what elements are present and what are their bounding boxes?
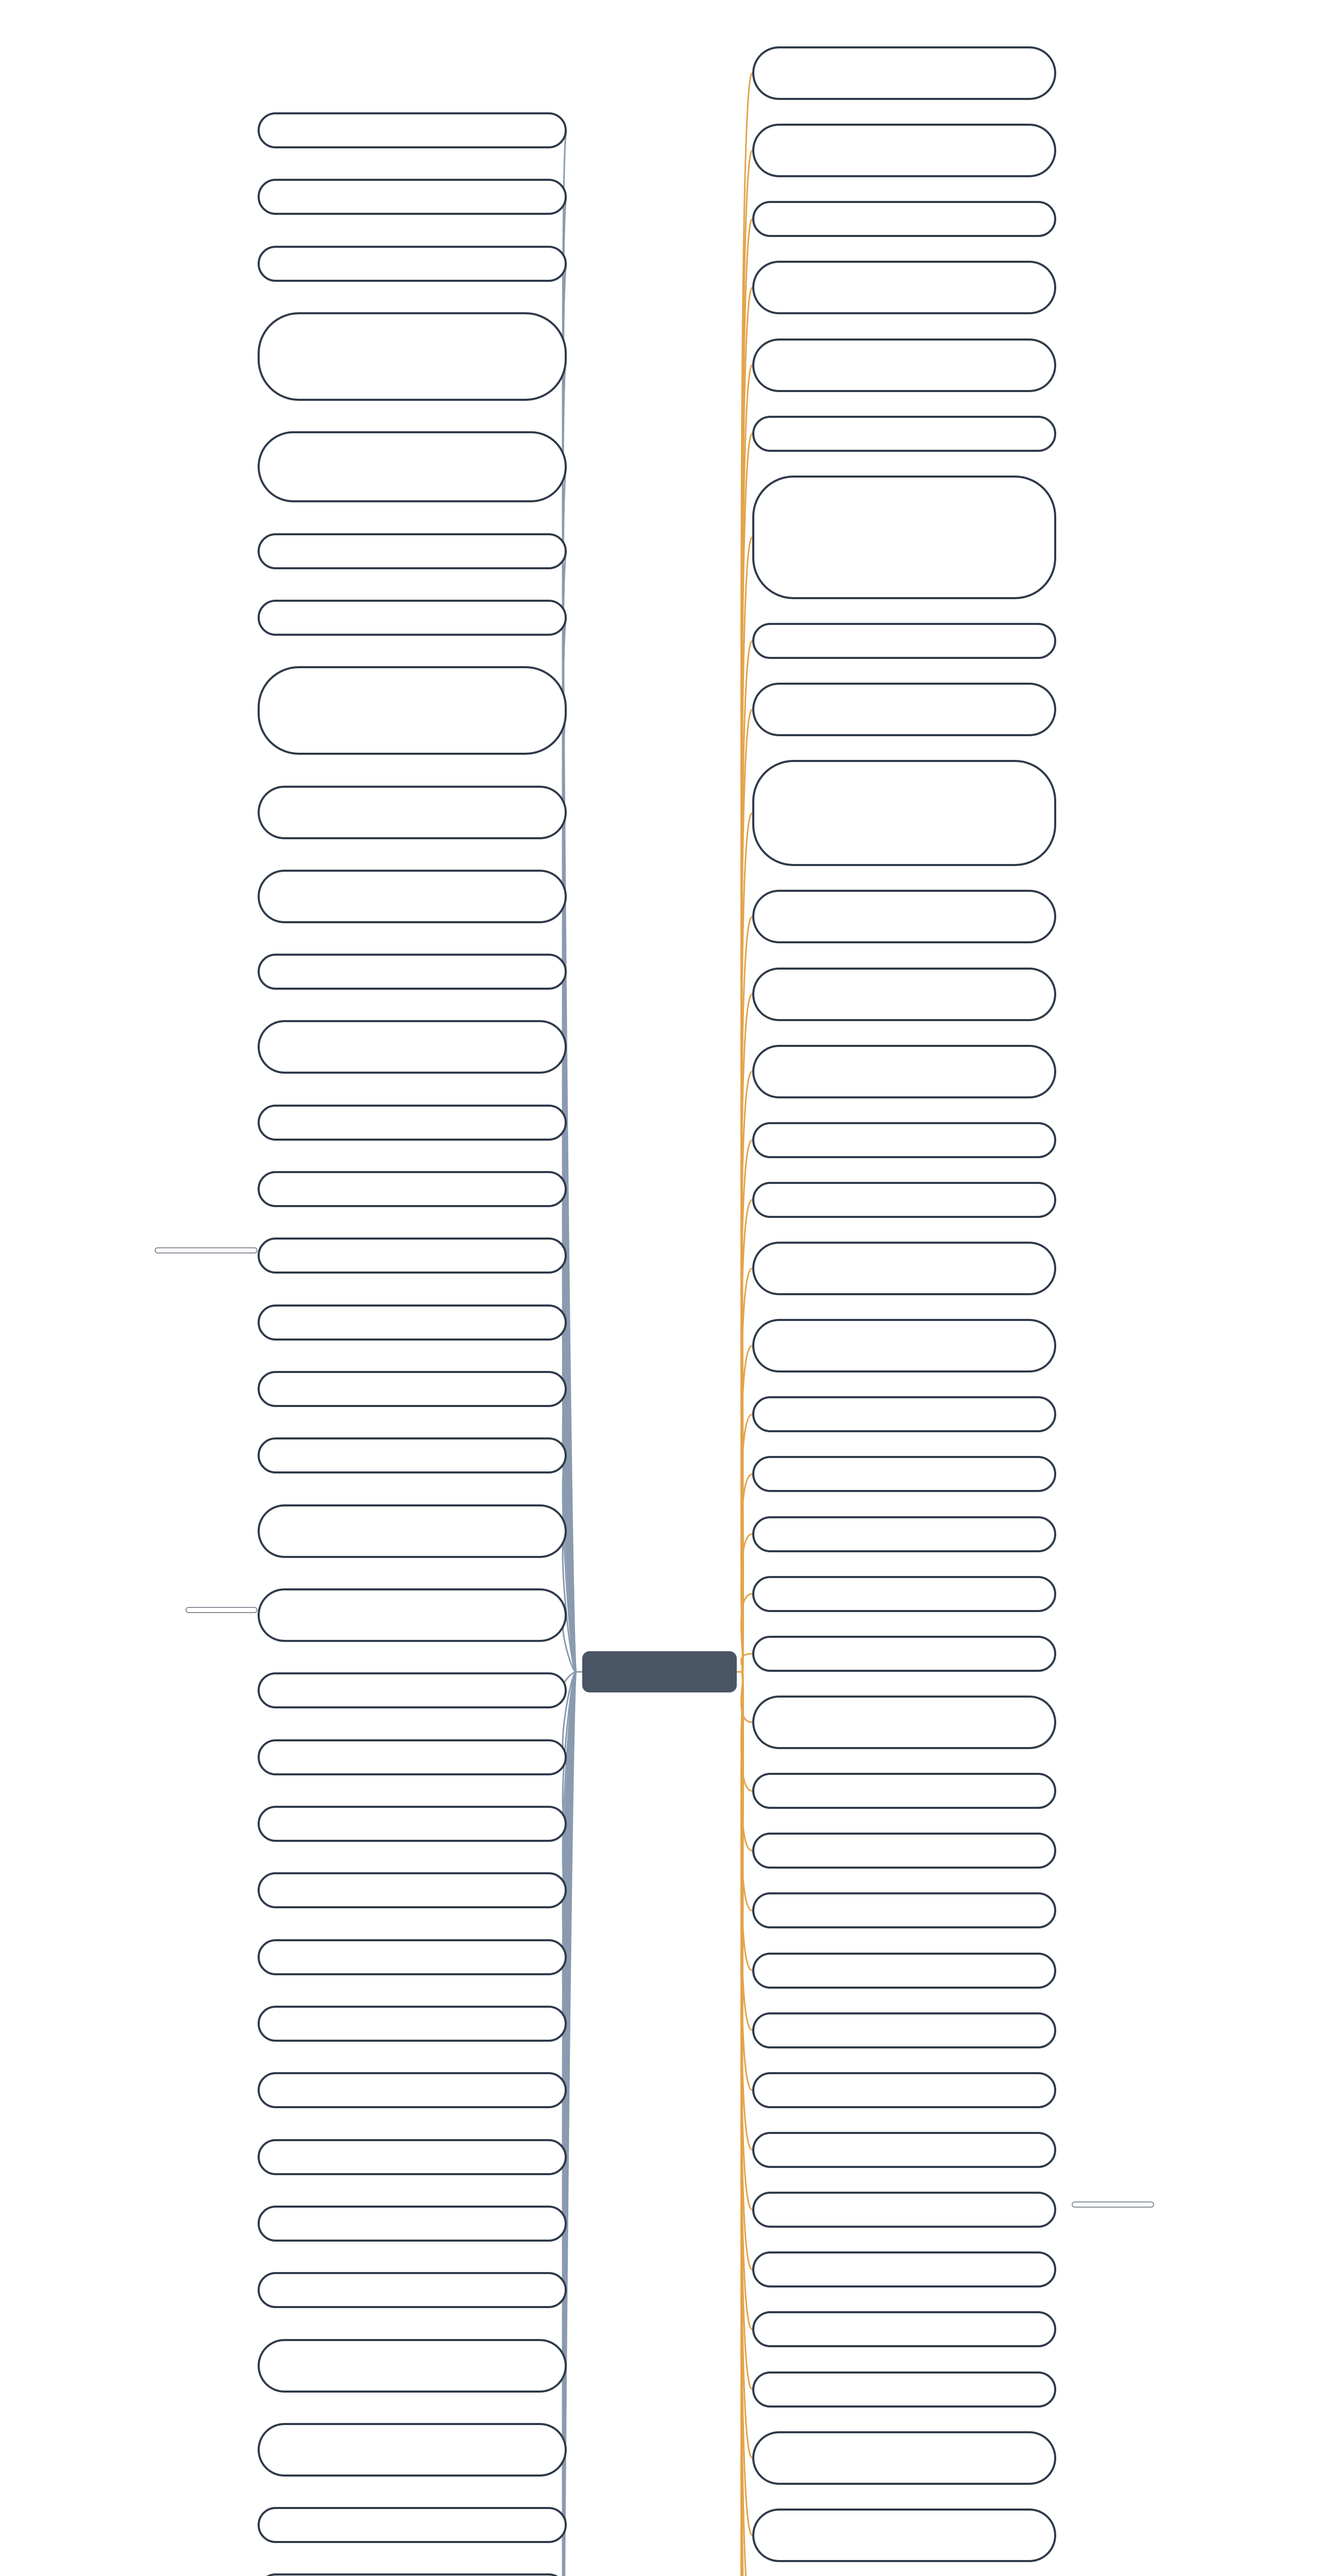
connector-line — [741, 1200, 752, 1672]
connector-line — [741, 813, 752, 1672]
connector-line — [741, 1072, 752, 1672]
right-branch-node[interactable] — [752, 1773, 1056, 1809]
left-branch-node[interactable] — [258, 2507, 567, 2543]
connector-line — [741, 1672, 752, 2576]
right-branch-node[interactable] — [752, 1516, 1056, 1552]
left-branch-node[interactable] — [258, 870, 567, 923]
connector-line — [741, 1672, 752, 1971]
left-branch-node[interactable] — [258, 2423, 567, 2477]
right-branch-node[interactable] — [752, 2251, 1056, 2287]
connector-line — [741, 1672, 752, 2576]
connector-line — [741, 1672, 752, 1851]
connector-line — [563, 618, 576, 1672]
left-branch-node[interactable] — [258, 179, 567, 215]
right-branch-node[interactable] — [752, 1456, 1056, 1492]
right-branch-node[interactable] — [752, 1319, 1056, 1372]
right-branch-node[interactable] — [752, 1122, 1056, 1158]
category-tag[interactable] — [155, 1247, 258, 1253]
connector-line — [741, 1672, 752, 2458]
left-branch-node[interactable] — [258, 2072, 567, 2108]
connector-line — [741, 994, 752, 1672]
connector-line — [741, 1672, 752, 2576]
connector-line — [563, 467, 576, 1672]
left-branch-node[interactable] — [258, 2272, 567, 2308]
connector-line — [741, 1672, 752, 2576]
left-branch-node[interactable] — [258, 1371, 567, 1407]
connector-line — [741, 73, 752, 1672]
left-branch-node[interactable] — [258, 312, 567, 401]
right-branch-node[interactable] — [752, 2371, 1056, 2408]
left-branch-node[interactable] — [258, 1939, 567, 1975]
connector-line — [741, 1268, 752, 1672]
connector-line — [563, 1531, 576, 1672]
connector-line — [563, 812, 576, 1672]
left-branch-node[interactable] — [258, 2206, 567, 2242]
connector-line — [741, 1672, 752, 1791]
left-branch-node[interactable] — [258, 533, 567, 569]
left-branch-node[interactable] — [258, 2573, 567, 2576]
right-branch-node[interactable] — [752, 124, 1056, 177]
right-branch-node[interactable] — [752, 338, 1056, 392]
right-branch-node[interactable] — [752, 2509, 1056, 2562]
right-branch-node[interactable] — [752, 2431, 1056, 2485]
connector-line — [741, 219, 752, 1672]
connector-line — [741, 1140, 752, 1672]
left-branch-node[interactable] — [258, 1238, 567, 1274]
right-branch-node[interactable] — [752, 1045, 1056, 1098]
connector-line — [741, 1534, 752, 1672]
connector-line — [741, 709, 752, 1672]
left-branch-node[interactable] — [258, 2339, 567, 2393]
right-branch-node[interactable] — [752, 2012, 1056, 2048]
left-branch-node[interactable] — [258, 1105, 567, 1141]
right-branch-node[interactable] — [752, 2072, 1056, 2108]
right-branch-node[interactable] — [752, 1182, 1056, 1218]
left-branch-node[interactable] — [258, 1437, 567, 1473]
connector-line — [563, 1047, 576, 1672]
connector-line — [563, 1672, 576, 1957]
right-branch-node[interactable] — [752, 1242, 1056, 1295]
right-branch-node[interactable] — [752, 1953, 1056, 1989]
connector-line — [741, 150, 752, 1672]
connector-line — [741, 917, 752, 1672]
right-branch-node[interactable] — [752, 1696, 1056, 1749]
left-branch-node[interactable] — [258, 1739, 567, 1775]
connector-line — [741, 1672, 752, 2389]
connector-line — [741, 1672, 752, 2576]
left-branch-node[interactable] — [258, 2139, 567, 2175]
left-branch-node[interactable] — [258, 600, 567, 636]
left-branch-node[interactable] — [258, 112, 567, 148]
connector-line — [563, 1672, 576, 2024]
connector-line — [563, 1455, 576, 1672]
connector-line — [741, 1672, 752, 2576]
right-branch-node[interactable] — [752, 2311, 1056, 2347]
category-tag[interactable] — [1072, 2201, 1154, 2208]
right-branch-node[interactable] — [752, 2192, 1056, 2228]
connector-line — [741, 287, 752, 1672]
left-branch-node[interactable] — [258, 2006, 567, 2042]
left-branch-node[interactable] — [258, 1588, 567, 1642]
connector-line — [741, 1346, 752, 1672]
connector-line — [563, 1672, 576, 2450]
connector-line — [741, 1414, 752, 1672]
connector-line — [741, 1672, 752, 2535]
left-branch-node[interactable] — [258, 1504, 567, 1558]
left-branch-node[interactable] — [258, 1304, 567, 1341]
root-node[interactable] — [582, 1651, 737, 1692]
right-branch-node[interactable] — [752, 968, 1056, 1021]
left-branch-node[interactable] — [258, 954, 567, 990]
right-branch-node[interactable] — [752, 1396, 1056, 1432]
connector-line — [741, 434, 752, 1672]
connector-line — [741, 641, 752, 1672]
category-tag[interactable] — [185, 1607, 258, 1613]
right-branch-node[interactable] — [752, 683, 1056, 736]
connector-line — [741, 1594, 752, 1672]
left-branch-node[interactable] — [258, 786, 567, 839]
left-branch-node[interactable] — [258, 1806, 567, 1842]
right-branch-node[interactable] — [752, 1892, 1056, 1928]
right-branch-node[interactable] — [752, 476, 1056, 599]
connector-line — [741, 1672, 752, 2576]
right-branch-node[interactable] — [752, 46, 1056, 100]
connector-line — [741, 1474, 752, 1672]
right-branch-node[interactable] — [752, 261, 1056, 314]
right-branch-node[interactable] — [752, 760, 1056, 866]
right-branch-node[interactable] — [752, 1833, 1056, 1869]
connector-line — [741, 1672, 752, 2150]
connector-line — [741, 1672, 752, 2269]
right-branch-node[interactable] — [752, 623, 1056, 659]
left-branch-node[interactable] — [258, 431, 567, 502]
connector-line — [741, 537, 752, 1672]
left-branch-node[interactable] — [258, 1171, 567, 1207]
connector-line — [741, 1672, 752, 2576]
right-branch-node[interactable] — [752, 890, 1056, 943]
connector-line — [741, 1672, 752, 2210]
right-branch-node[interactable] — [752, 2132, 1056, 2168]
right-branch-node[interactable] — [752, 1636, 1056, 1672]
connector-line — [741, 1672, 752, 1722]
left-branch-node[interactable] — [258, 246, 567, 282]
connector-line — [741, 1672, 752, 2090]
left-branch-node[interactable] — [258, 1020, 567, 1074]
connector-line — [741, 1654, 752, 1672]
connector-line — [741, 365, 752, 1672]
left-branch-node[interactable] — [258, 666, 567, 755]
right-branch-node[interactable] — [752, 201, 1056, 237]
connector-line — [741, 1672, 752, 1910]
connector-line — [741, 1672, 752, 2576]
connector-line — [741, 1672, 752, 2329]
right-branch-node[interactable] — [752, 416, 1056, 452]
right-branch-node[interactable] — [752, 1576, 1056, 1612]
left-branch-node[interactable] — [258, 1672, 567, 1708]
connector-line — [741, 1672, 752, 2030]
connector-line — [563, 896, 576, 1672]
left-branch-node[interactable] — [258, 1872, 567, 1908]
connector-line — [563, 1672, 576, 1890]
